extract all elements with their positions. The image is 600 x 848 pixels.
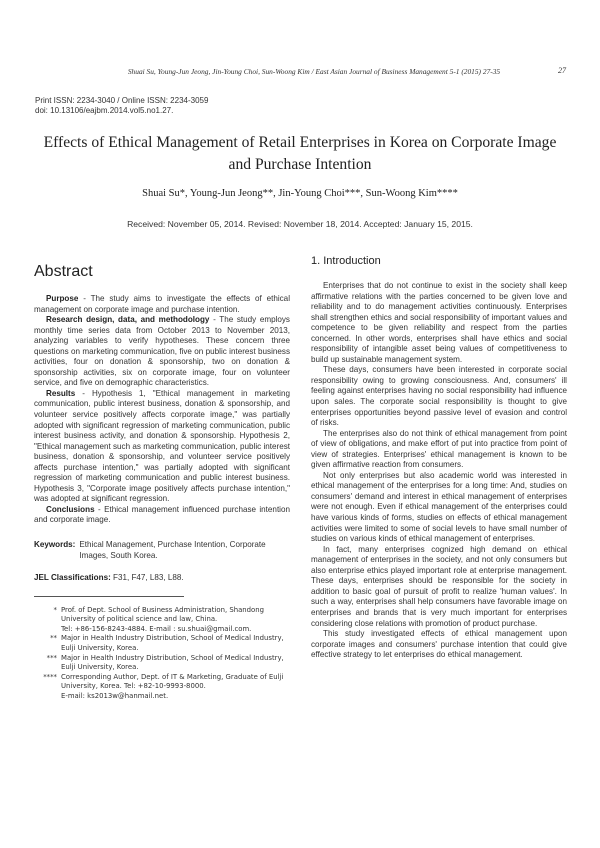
footnote-line: Major in Health Industry Distribution, School of Medical Industry, (61, 653, 284, 662)
intro-paragraph: The enterprises also do not think of ethical management from point of view of obligations, and make effort of put into practice from point of view of strategies. Enterprises' ethical management is known to be given affirmative reaction from consumers. (311, 428, 567, 470)
footnote-line: E-mail: ks2013w@hanmail.net. (61, 692, 169, 701)
intro-paragraph: These days, consumers have been interested in corporate social responsibility owing to growing consciousness. And, consumers' ill feeling against enterprises having no social responsibility had influence upon sales. The corporate social responsibility is thought to give enterprises opportunities beyond passive level of evasion and control of risks. (311, 365, 567, 428)
keywords-text: Ethical Management, Purchase Intention, Corporate Images, South Korea. (79, 540, 266, 560)
research-label: Research design, data, and methodology (46, 315, 210, 325)
intro-paragraph: Enterprises that do not continue to exist in the society shall keep affirmative relations with the parties concerned to be given love and reliability and to do management activities continuously. Enterprises shall strengthen ethics and social responsibility of important values and competence to be given reliability and respect from the parties concerned. In other words, enterprises shall have ethics and social responsibility of intangible asset being values of competitiveness to build up sustainable management system. (311, 281, 567, 364)
footnote-line: Corresponding Author, Dept. of IT & Marketing, Graduate of Eulji (61, 672, 284, 681)
abstract-heading: Abstract (34, 263, 93, 280)
introduction-heading: 1. Introduction (311, 255, 381, 267)
title-line-1: Effects of Ethical Management of Retail Enterprises in Korea on Corporate Image (43, 134, 557, 151)
footnote-mark: **** (43, 672, 57, 681)
jel-text: F31, F47, L83, L88. (110, 573, 184, 583)
results-text: - Hypothesis 1, "Ethical management in marketing communication, public interest business, donation & sponsorship, and volunteer service positively affects corporate image," was partially adopted with significant regression of marketing communication, public interest business activity, and donation & sponsorship. Hypothesis 2, "Ethical management such as marketing communication, public interest business, donation & sponsorship, and volunteer service positively affects purchase intention," was partially adopted with significant regression of marketing communication and public interest business. Hypothesis 3, "Corporate image positively affects purchase intention," was adopted at significant regression. (34, 388, 290, 504)
footnote-mark: * (53, 605, 57, 614)
footnote-line: Prof. of Dept. School of Business Administration, Shandong (61, 605, 265, 614)
paper-title (30, 132, 570, 176)
footnote-line: Tel: +86-156-8243-4884. E-mail : su.shuai@gmail.com. (61, 624, 252, 633)
keywords-label: Keywords: (34, 540, 76, 550)
footnote-author-2 (34, 634, 290, 653)
footnote-author-3 (34, 654, 290, 673)
running-head: Shuai Su, Young-Jun Jeong, Jin-Young Choi, Sun-Woong Kim / East Asian Journal of Business Management 5-1 (2015) 27-35 (127, 67, 501, 76)
jel-label: JEL Classifications: (34, 573, 111, 583)
doi-line: doi: 10.13106/eajbm.2014.vol5.no1.27. (35, 106, 174, 115)
abstract-research-design (34, 315, 290, 389)
issn-line: Print ISSN: 2234-3040 / Online ISSN: 2234-3059 (35, 96, 209, 105)
intro-paragraph: Not only enterprises but also academic world was interested in ethical management of the enterprises for a long time: And, studies on consumers' demand and interest in ethical management of enterprises were not enough. Even if ethical management of the enterprises could have various kinds of forms, studies on effects of ethical management activities were limited to some of social levels to have small number of studies on various kinds of ethical management of enterprises. (311, 470, 567, 544)
results-label: Results (46, 388, 76, 398)
page-number: 27 (558, 66, 566, 75)
footnote-line: University, Korea. Tel: +82-10-9993-8000. (61, 682, 206, 691)
keywords (34, 540, 290, 561)
left-column (34, 262, 290, 702)
footnote-line: University of political science and law, China. (61, 615, 218, 624)
abstract-results (34, 389, 290, 505)
purpose-text: - The study aims to investigate the effects of ethical management on corporate image and purchase intention. (34, 294, 290, 314)
footnote-line: Eulji University, Korea. (61, 644, 139, 653)
purpose-label: Purpose (46, 294, 79, 303)
footnote-mark: ** (50, 634, 57, 643)
abstract-conclusions (34, 505, 290, 526)
received-dates: Received: November 05, 2014. Revised: November 18, 2014. Accepted: January 15, 2015. (127, 219, 473, 229)
author-list: Shuai Su*, Young-Jun Jeong**, Jin-Young Choi***, Sun-Woong Kim**** (142, 188, 458, 199)
issn-block (35, 96, 208, 116)
abstract-purpose (34, 294, 290, 315)
footnote-mark: *** (46, 653, 57, 662)
right-column (311, 254, 567, 661)
footnote-author-1 (34, 606, 290, 635)
conclusions-label: Conclusions (46, 504, 95, 514)
jel-classifications (34, 573, 290, 584)
research-text: - The study employs monthly time series data from October 2013 to November 2013, analyzing variables to verify hypotheses. These concern three questions on marketing communication, five on public interest business activities, four on donation & sponsorship, two on donation & sponsorship activities, six on corporate image, four on volunteer service, and five on demographic characteristics. (34, 315, 290, 388)
footnote-line: Eulji University, Korea. (61, 663, 139, 672)
title-line-2: and Purchase Intention (228, 156, 372, 173)
intro-paragraph: In fact, many enterprises cognized high demand on ethical management of enterprises in the society, and not only consumers but also enterprise ethics played important role at enterprise management. These days, enterprises should be responsible for the society in addition to basic goal of pursuit of profit to realize 'human values'. In such a way, enterprises shall help consumers have favorable image on enterprises and brands that is very much important for enterprises considering close relations with promotion of product purchase. (311, 544, 567, 628)
footnote-divider (34, 596, 184, 597)
footnote-line: Major in Health Industry Distribution, School of Medical Industry, (61, 634, 284, 643)
conclusions-text: - Ethical management influenced purchase intention and corporate image. (34, 504, 290, 525)
footnote-author-4 (34, 673, 290, 702)
intro-paragraph: This study investigated effects of ethical management upon corporate images and consumers' purchase intention that could give effective strategy to let enterprises do ethical management. (311, 629, 567, 660)
